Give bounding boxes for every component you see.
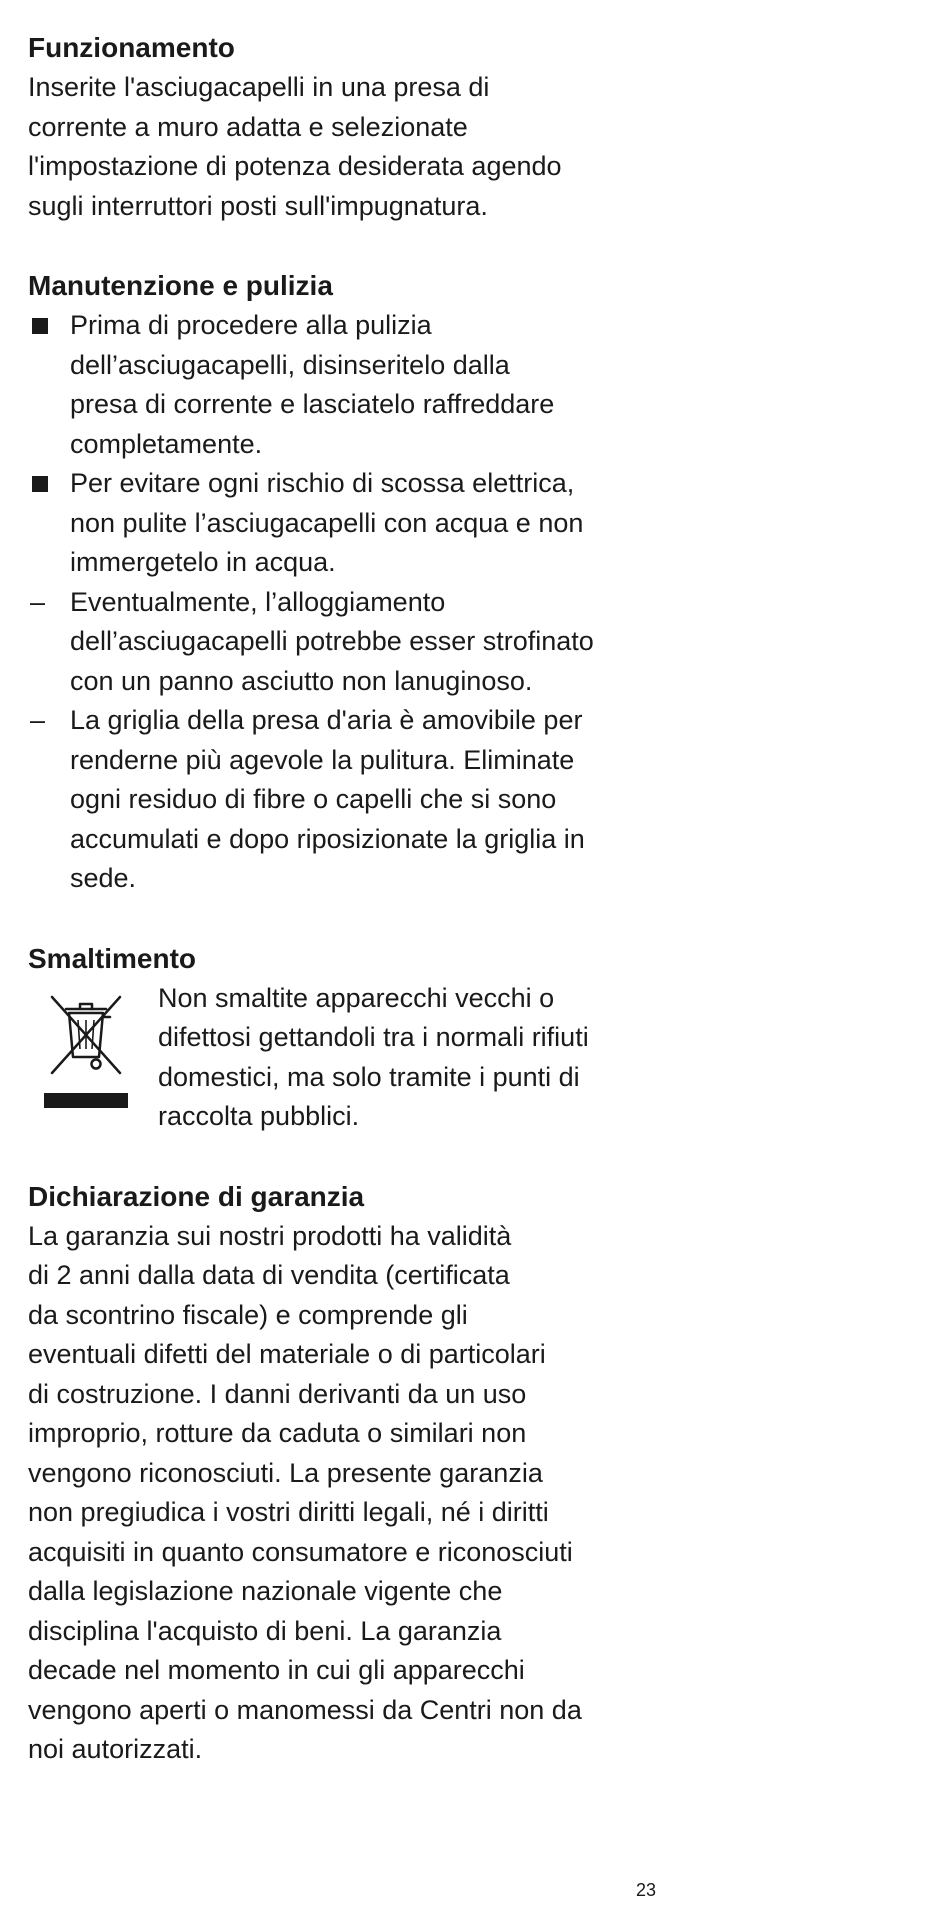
text-line: noi autorizzati. <box>28 1734 203 1764</box>
text-line: da scontrino fiscale) e comprende gli <box>28 1299 468 1330</box>
text-line: La garanzia sui nostri prodotti ha validità <box>28 1220 512 1251</box>
text-line: Eventualmente, l’alloggiamento <box>70 586 446 617</box>
text-line: sugli interruttori posti sull'impugnatura. <box>28 190 488 221</box>
disposal-block <box>28 979 668 1139</box>
text-line: non pregiudica i vostri diritti legali, né i diritti <box>28 1497 549 1527</box>
list-item <box>28 583 668 702</box>
garanzia-paragraph <box>28 1217 668 1770</box>
text-line: disciplina l'acquisto di beni. La garanzia <box>28 1615 502 1646</box>
manual-page <box>28 28 668 1770</box>
text-line: renderne più agevole la pulitura. Eliminate <box>70 744 575 775</box>
text-line: Prima di procedere alla pulizia <box>70 310 432 340</box>
text-line: Inserite l'asciugacapelli in una presa di <box>28 72 490 102</box>
text-line: dalla legislazione nazionale vigente che <box>28 1576 503 1606</box>
text-line: Per evitare ogni rischio di scossa elettrica, <box>70 468 575 498</box>
maintenance-list <box>28 306 668 899</box>
dash-bullet: – <box>30 586 46 617</box>
text-line: l'impostazione di potenza desiderata agendo <box>28 151 562 181</box>
text-line: dell’asciugacapelli potrebbe esser strofinato <box>70 626 594 656</box>
text-line: immergetelo in acqua. <box>70 547 336 577</box>
text-line: non pulite l’asciugacapelli con acqua e non <box>70 507 584 538</box>
list-item <box>28 306 668 464</box>
text-line: eventuali difetti del materiale o di particolari <box>28 1339 546 1369</box>
crossed-out-wheelie-bin-icon <box>38 987 134 1115</box>
square-bullet-icon <box>32 476 48 492</box>
page-number: 23 <box>636 1880 657 1900</box>
text-line: vengono aperti o manomessi da Centri non da <box>28 1694 582 1725</box>
text-line: di costruzione. I danni derivanti da un uso <box>28 1378 527 1409</box>
text-line: improprio, rotture da caduta o similari non <box>28 1418 527 1448</box>
text-line: accumulati e dopo riposizionate la griglia in <box>70 823 585 854</box>
section-title-manutenzione: Manutenzione e pulizia <box>28 270 333 301</box>
section-title-smaltimento: Smaltimento <box>28 942 197 974</box>
section-title-garanzia: Dichiarazione di garanzia <box>28 1180 365 1212</box>
text-line: domestici, ma solo tramite i punti di <box>158 1061 580 1092</box>
disposal-paragraph <box>158 979 589 1137</box>
section-title-funzionamento: Funzionamento <box>28 32 235 63</box>
text-line: Non smaltite apparecchi vecchi o <box>158 982 555 1013</box>
text-line: con un panno asciutto non lanuginoso. <box>70 665 533 696</box>
dash-bullet: – <box>30 705 46 735</box>
text-line: completamente. <box>70 428 263 459</box>
text-line: di 2 anni dalla data di vendita (certificata <box>28 1260 510 1290</box>
text-line: La griglia della presa d'aria è amovibile per <box>70 705 583 735</box>
text-line: corrente a muro adatta e selezionate <box>28 111 468 142</box>
list-item <box>28 701 668 899</box>
text-line: dell’asciugacapelli, disinseritelo dalla <box>70 349 510 380</box>
text-line: raccolta pubblici. <box>158 1101 360 1131</box>
text-line: acquisiti in quanto consumatore e riconosciuti <box>28 1536 573 1567</box>
list-item <box>28 464 668 583</box>
text-line: sede. <box>70 863 137 893</box>
square-bullet-icon <box>32 318 48 334</box>
text-line: decade nel momento in cui gli apparecchi <box>28 1655 525 1685</box>
text-line: vengono riconosciuti. La presente garanzia <box>28 1457 543 1488</box>
text-line: ogni residuo di fibre o capelli che si sono <box>70 784 557 814</box>
funzionamento-paragraph <box>28 68 668 226</box>
text-line: presa di corrente e lasciatelo raffreddare <box>70 389 555 419</box>
text-line: difettosi gettandoli tra i normali rifiuti <box>158 1022 589 1052</box>
